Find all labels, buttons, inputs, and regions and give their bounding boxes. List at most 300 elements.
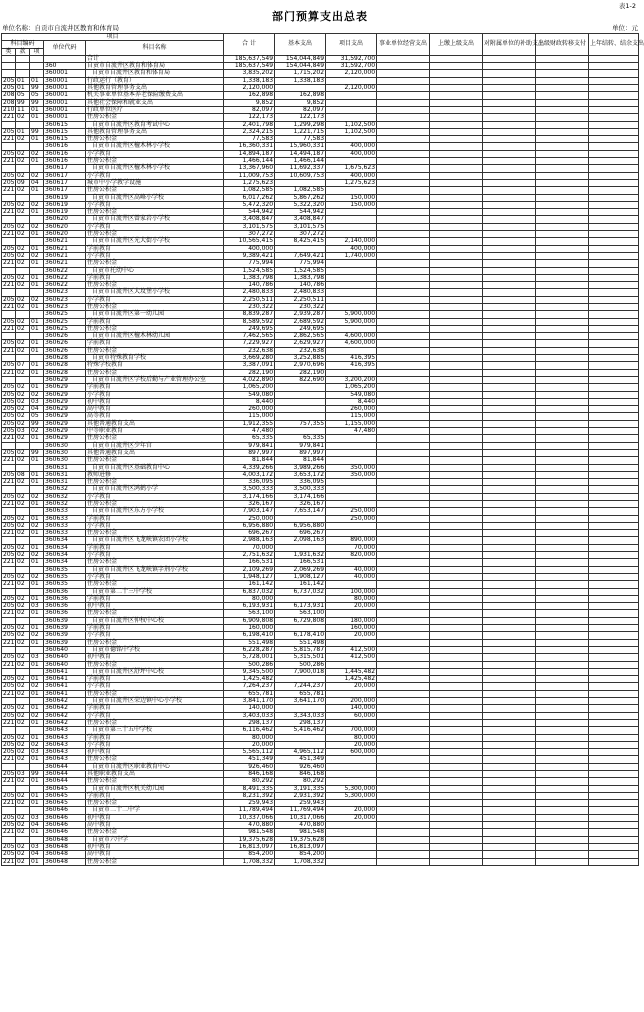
cell-empty [483, 814, 536, 821]
cell-total: 162,898 [224, 92, 275, 99]
cell-empty [536, 603, 589, 610]
cell-total: 9,345,500 [224, 668, 275, 675]
cell-xiang: 01 [30, 435, 44, 442]
cell-unit-code: 360619 [44, 194, 86, 201]
table-row [2, 581, 639, 588]
cell-empty [430, 698, 483, 705]
cell-empty [430, 661, 483, 668]
cell-basic: 846,168 [275, 770, 326, 777]
cell-empty [483, 303, 536, 310]
cell-unit-code: 360629 [44, 413, 86, 420]
cell-project-exp: 2,120,000 [326, 70, 377, 77]
cell-kuan: 02 [16, 413, 30, 420]
cell-empty [430, 428, 483, 435]
cell-empty [589, 223, 639, 230]
cell-empty [377, 800, 430, 807]
cell-xiang: 01 [30, 260, 44, 267]
cell-unit-code: 360633 [44, 522, 86, 529]
cell-empty [483, 63, 536, 70]
cell-basic: 2,098,163 [275, 537, 326, 544]
cell-xiang: 99 [30, 449, 44, 456]
cell-project-exp [326, 106, 377, 113]
cell-lei: 205 [3, 543, 15, 551]
cell-project-exp: 160,000 [326, 625, 377, 632]
cell-project-exp: 3,200,200 [326, 376, 377, 383]
cell-empty [589, 347, 639, 354]
cell-empty [536, 289, 589, 296]
cell-basic: 854,200 [275, 851, 326, 858]
cell-total: 3,835,202 [224, 70, 275, 77]
cell-empty [483, 588, 536, 595]
cell-empty [430, 581, 483, 588]
cell-empty [377, 92, 430, 99]
cell-lei: 205 [3, 448, 15, 456]
cell-empty [430, 683, 483, 690]
cell-unit-code: 360 [44, 63, 86, 70]
cell-lei: 221 [3, 368, 15, 376]
cell-subject-name: 中等职业教育 [86, 428, 224, 435]
cell-subject-name: 自贡市自流井区光大街小学校 [86, 238, 224, 245]
cell-empty [377, 442, 430, 449]
cell-lei: 221 [3, 755, 15, 763]
cell-basic: 2,629,927 [275, 340, 326, 347]
cell-kuan: 01 [16, 77, 30, 84]
budget-table [1, 33, 644, 866]
cell-subject-name: 城市中小学教学设施 [86, 179, 224, 186]
cell-total: 16,813,097 [224, 843, 275, 850]
cell-empty [589, 588, 639, 595]
cell-basic: 6,956,880 [275, 522, 326, 529]
cell-empty [377, 143, 430, 150]
table-row [2, 187, 639, 194]
cell-empty [377, 479, 430, 486]
cell-empty [483, 92, 536, 99]
cell-empty [483, 216, 536, 223]
cell-xiang: 03 [30, 749, 44, 756]
cell-empty [483, 785, 536, 792]
cell-total: 8,491,335 [224, 785, 275, 792]
cell-empty [536, 544, 589, 551]
cell-project-exp: 890,000 [326, 537, 377, 544]
cell-unit-code: 360645 [44, 792, 86, 799]
cell-unit-code: 360634 [44, 544, 86, 551]
cell-unit-code: 360641 [44, 683, 86, 690]
cell-lei: 205 [3, 850, 15, 858]
cell-xiang: 01 [30, 158, 44, 165]
cell-unit-code: 360645 [44, 800, 86, 807]
cell-empty [483, 851, 536, 858]
cell-empty [377, 420, 430, 427]
cell-empty [483, 537, 536, 544]
cell-empty [377, 698, 430, 705]
cell-project-exp: 80,000 [326, 595, 377, 602]
cell-lei: 205 [3, 813, 15, 821]
header-xiang: 项 [30, 48, 44, 55]
cell-empty [377, 770, 430, 777]
cell-basic: 979,841 [275, 442, 326, 449]
cell-basic: 2,689,592 [275, 318, 326, 325]
cell-xiang: 01 [30, 369, 44, 376]
cell-unit-code: 360639 [44, 639, 86, 646]
cell-empty [377, 55, 430, 62]
cell-empty [589, 603, 639, 610]
cell-kuan: 02 [16, 449, 30, 456]
cell-total: 6,956,880 [224, 522, 275, 529]
cell-project-exp [326, 858, 377, 865]
cell-unit-code: 360639 [44, 617, 86, 624]
cell-empty [536, 778, 589, 785]
cell-empty [483, 194, 536, 201]
cell-empty [483, 544, 536, 551]
table-row [2, 260, 639, 267]
cell-xiang: 02 [30, 428, 44, 435]
cell-unit-code: 360644 [44, 770, 86, 777]
cell-empty [589, 668, 639, 675]
cell-subject-name: 自贡市自流井区教育和体育局 [86, 63, 224, 70]
cell-total: 6,909,808 [224, 617, 275, 624]
cell-basic: 6,178,410 [275, 632, 326, 639]
cell-empty [430, 376, 483, 383]
header-basic: 基本支出 [275, 34, 326, 56]
cell-xiang: 01 [30, 274, 44, 281]
cell-empty [430, 223, 483, 230]
cell-empty [377, 99, 430, 106]
cell-project-exp: 1,102,500 [326, 121, 377, 128]
cell-xiang: 01 [30, 136, 44, 143]
cell-empty [377, 457, 430, 464]
cell-subject-name: 教师进修 [86, 471, 224, 478]
cell-empty [430, 829, 483, 836]
cell-lei: 205 [3, 149, 15, 157]
cell-basic: 2,069,269 [275, 566, 326, 573]
cell-kuan: 05 [16, 92, 30, 99]
cell-basic: 1,466,144 [275, 158, 326, 165]
cell-empty [377, 296, 430, 303]
cell-subject-name: 住房公积金 [86, 260, 224, 267]
cell-kuan: 02 [16, 303, 30, 310]
cell-subject-name: 小学教育 [86, 573, 224, 580]
cell-project-exp [326, 223, 377, 230]
cell-lei: 221 [3, 718, 15, 726]
cell-subject-name: 小学教育 [86, 741, 224, 748]
cell-xiang: 02 [30, 201, 44, 208]
cell-empty [430, 267, 483, 274]
cell-basic: 1,299,298 [275, 121, 326, 128]
cell-empty [589, 340, 639, 347]
cell-lei: 221 [3, 777, 15, 785]
cell-empty [536, 836, 589, 843]
cell-empty [377, 106, 430, 113]
cell-total: 232,638 [224, 347, 275, 354]
cell-unit-code: 360616 [44, 150, 86, 157]
cell-empty [536, 311, 589, 318]
cell-empty [483, 158, 536, 165]
cell-total: 1,383,798 [224, 274, 275, 281]
cell-total: 2,401,798 [224, 121, 275, 128]
cell-total: 3,403,033 [224, 712, 275, 719]
cell-empty [589, 457, 639, 464]
cell-kuan: 02 [16, 705, 30, 712]
cell-unit-code: 360641 [44, 668, 86, 675]
cell-xiang: 01 [30, 858, 44, 865]
cell-kuan: 02 [16, 479, 30, 486]
cell-project-exp: 20,000 [326, 632, 377, 639]
cell-xiang: 01 [30, 625, 44, 632]
cell-basic: 2,939,287 [275, 311, 326, 318]
cell-empty [377, 347, 430, 354]
cell-empty [377, 128, 430, 135]
cell-empty [377, 449, 430, 456]
cell-empty [589, 187, 639, 194]
cell-lei: 221 [3, 609, 15, 617]
cell-lei: 221 [3, 186, 15, 194]
cell-empty [377, 311, 430, 318]
cell-subject-name: 特殊学校教育 [86, 362, 224, 369]
cell-empty [430, 340, 483, 347]
cell-empty [430, 501, 483, 508]
cell-empty [377, 807, 430, 814]
cell-project-exp [326, 522, 377, 529]
cell-empty [536, 194, 589, 201]
cell-subject-name: 小学教育 [86, 391, 224, 398]
cell-empty [536, 749, 589, 756]
cell-project-exp: 1,065,200 [326, 384, 377, 391]
cell-unit-code: 360630 [44, 457, 86, 464]
cell-empty [589, 150, 639, 157]
cell-unit-code: 360634 [44, 559, 86, 566]
cell-empty [536, 318, 589, 325]
cell-total: 1,524,585 [224, 267, 275, 274]
cell-basic: 2,931,392 [275, 792, 326, 799]
cell-empty [536, 369, 589, 376]
cell-empty [589, 690, 639, 697]
cell-project-exp [326, 282, 377, 289]
cell-unit-code: 360633 [44, 508, 86, 515]
cell-empty [589, 530, 639, 537]
cell-empty [589, 318, 639, 325]
cell-lei: 205 [3, 704, 15, 712]
cell-project-exp: 5,300,000 [326, 785, 377, 792]
cell-lei: 221 [3, 259, 15, 267]
cell-lei: 205 [3, 412, 15, 420]
cell-empty [589, 172, 639, 179]
cell-project-exp: 4,600,000 [326, 340, 377, 347]
cell-total: 282,190 [224, 369, 275, 376]
cell-kuan: 02 [16, 712, 30, 719]
cell-basic: 4,965,112 [275, 749, 326, 756]
cell-unit-code: 360642 [44, 705, 86, 712]
cell-lei [2, 508, 16, 515]
cell-project-exp: 820,000 [326, 552, 377, 559]
cell-project-exp: 1,155,000 [326, 420, 377, 427]
cell-subject-name: 学前教育 [86, 792, 224, 799]
cell-empty [377, 508, 430, 515]
cell-empty [589, 362, 639, 369]
cell-empty [536, 442, 589, 449]
cell-unit-code: 360641 [44, 676, 86, 683]
cell-empty [430, 172, 483, 179]
cell-unit-code: 360632 [44, 486, 86, 493]
cell-empty [536, 537, 589, 544]
cell-unit-code: 360619 [44, 201, 86, 208]
cell-lei: 221 [3, 230, 15, 238]
cell-basic: 1,715,202 [275, 70, 326, 77]
cell-basic: 926,460 [275, 763, 326, 770]
cell-empty [430, 274, 483, 281]
cell-basic [275, 734, 326, 741]
cell-empty [377, 179, 430, 186]
cell-empty [483, 245, 536, 252]
cell-lei: 205 [3, 127, 15, 135]
cell-subject-name: 自贡市第二十三中学校 [86, 588, 224, 595]
cell-empty [536, 391, 589, 398]
cell-empty [589, 822, 639, 829]
cell-lei: 221 [3, 660, 15, 668]
cell-empty [483, 530, 536, 537]
cell-project-exp [326, 581, 377, 588]
cell-unit-code: 360629 [44, 398, 86, 405]
cell-unit-code: 360001 [44, 77, 86, 84]
cell-basic: 1,383,798 [275, 274, 326, 281]
cell-subject-name: 自贡市自流井区职业教育中心 [86, 763, 224, 770]
cell-empty [483, 238, 536, 245]
cell-empty [430, 114, 483, 121]
cell-empty [430, 785, 483, 792]
cell-empty [536, 588, 589, 595]
cell-basic: 3,101,575 [275, 223, 326, 230]
cell-empty [430, 646, 483, 653]
cell-xiang: 01 [30, 114, 44, 121]
cell-unit-code: 360639 [44, 632, 86, 639]
cell-empty [483, 741, 536, 748]
cell-empty [430, 639, 483, 646]
cell-empty [589, 238, 639, 245]
cell-subject-name: 高等教育 [86, 413, 224, 420]
cell-empty [536, 92, 589, 99]
cell-project-exp [326, 289, 377, 296]
cell-lei: 205 [3, 821, 15, 829]
cell-total: 115,000 [224, 413, 275, 420]
cell-subject-name: 合计 [86, 55, 224, 62]
cell-xiang: 01 [30, 384, 44, 391]
cell-kuan: 02 [16, 719, 30, 726]
cell-unit-code: 360616 [44, 143, 86, 150]
cell-total: 2,480,833 [224, 289, 275, 296]
cell-total: 3,408,847 [224, 216, 275, 223]
cell-basic: 6,729,808 [275, 617, 326, 624]
cell-empty [589, 749, 639, 756]
cell-empty [589, 464, 639, 471]
cell-kuan: 02 [16, 223, 30, 230]
cell-project-exp: 100,000 [326, 588, 377, 595]
cell-unit-code: 360628 [44, 355, 86, 362]
cell-kuan: 02 [16, 347, 30, 354]
unit-name: 单位名称：自贡市自流井区教育和体育局 [2, 24, 119, 32]
cell-empty [589, 727, 639, 734]
cell-unit-code: 360001 [44, 92, 86, 99]
cell-kuan: 02 [16, 595, 30, 602]
cell-xiang: 01 [30, 734, 44, 741]
cell-empty [377, 70, 430, 77]
cell-basic [275, 705, 326, 712]
cell-empty [536, 85, 589, 92]
cell-basic: 451,349 [275, 756, 326, 763]
cell-unit-code: 360621 [44, 260, 86, 267]
cell-subject-name: 机关事业单位基本养老保险缴费支出 [86, 92, 224, 99]
cell-total: 854,200 [224, 851, 275, 858]
cell-empty [377, 435, 430, 442]
cell-xiang [30, 311, 44, 318]
page-title: 部门预算支出总表 [272, 10, 368, 23]
cell-empty [483, 77, 536, 84]
cell-empty [589, 274, 639, 281]
cell-total: 140,786 [224, 282, 275, 289]
cell-project-exp: 115,000 [326, 413, 377, 420]
cell-project-exp: 1,675,623 [326, 165, 377, 172]
cell-empty [483, 800, 536, 807]
cell-total: 8,839,287 [224, 311, 275, 318]
cell-lei: 221 [3, 799, 15, 807]
cell-empty [589, 829, 639, 836]
cell-empty [536, 165, 589, 172]
cell-total: 1,708,332 [224, 858, 275, 865]
cell-project-exp: 700,000 [326, 727, 377, 734]
cell-total: 563,100 [224, 610, 275, 617]
cell-empty [589, 420, 639, 427]
cell-empty [430, 749, 483, 756]
cell-empty [589, 303, 639, 310]
cell-empty [377, 165, 430, 172]
cell-project-exp [326, 756, 377, 763]
header-unit-code: 单位代码 [44, 41, 86, 56]
cell-xiang: 99 [30, 128, 44, 135]
cell-total: 551,498 [224, 639, 275, 646]
table-row [2, 778, 639, 785]
cell-kuan: 02 [16, 756, 30, 763]
cell-empty [483, 654, 536, 661]
cell-empty [483, 639, 536, 646]
cell-empty [430, 77, 483, 84]
cell-total: 2,250,511 [224, 296, 275, 303]
cell-empty [589, 625, 639, 632]
cell-empty [589, 63, 639, 70]
cell-empty [430, 435, 483, 442]
cell-kuan: 02 [16, 741, 30, 748]
cell-empty [536, 668, 589, 675]
cell-total: 19,375,628 [224, 836, 275, 843]
cell-empty [536, 77, 589, 84]
cell-empty [536, 632, 589, 639]
cell-empty [536, 479, 589, 486]
cell-total: 3,174,166 [224, 493, 275, 500]
cell-empty [589, 785, 639, 792]
cell-empty [589, 705, 639, 712]
cell-total: 185,637,549 [224, 63, 275, 70]
cell-unit-code: 360632 [44, 493, 86, 500]
cell-empty [430, 508, 483, 515]
cell-basic: 696,267 [275, 530, 326, 537]
cell-empty [483, 763, 536, 770]
cell-kuan: 02 [16, 603, 30, 610]
cell-empty [589, 245, 639, 252]
cell-kuan: 02 [16, 398, 30, 405]
cell-empty [536, 435, 589, 442]
cell-lei: 205 [3, 200, 15, 208]
cell-empty [483, 325, 536, 332]
cell-kuan: 02 [16, 814, 30, 821]
cell-empty [483, 318, 536, 325]
cell-empty [536, 625, 589, 632]
